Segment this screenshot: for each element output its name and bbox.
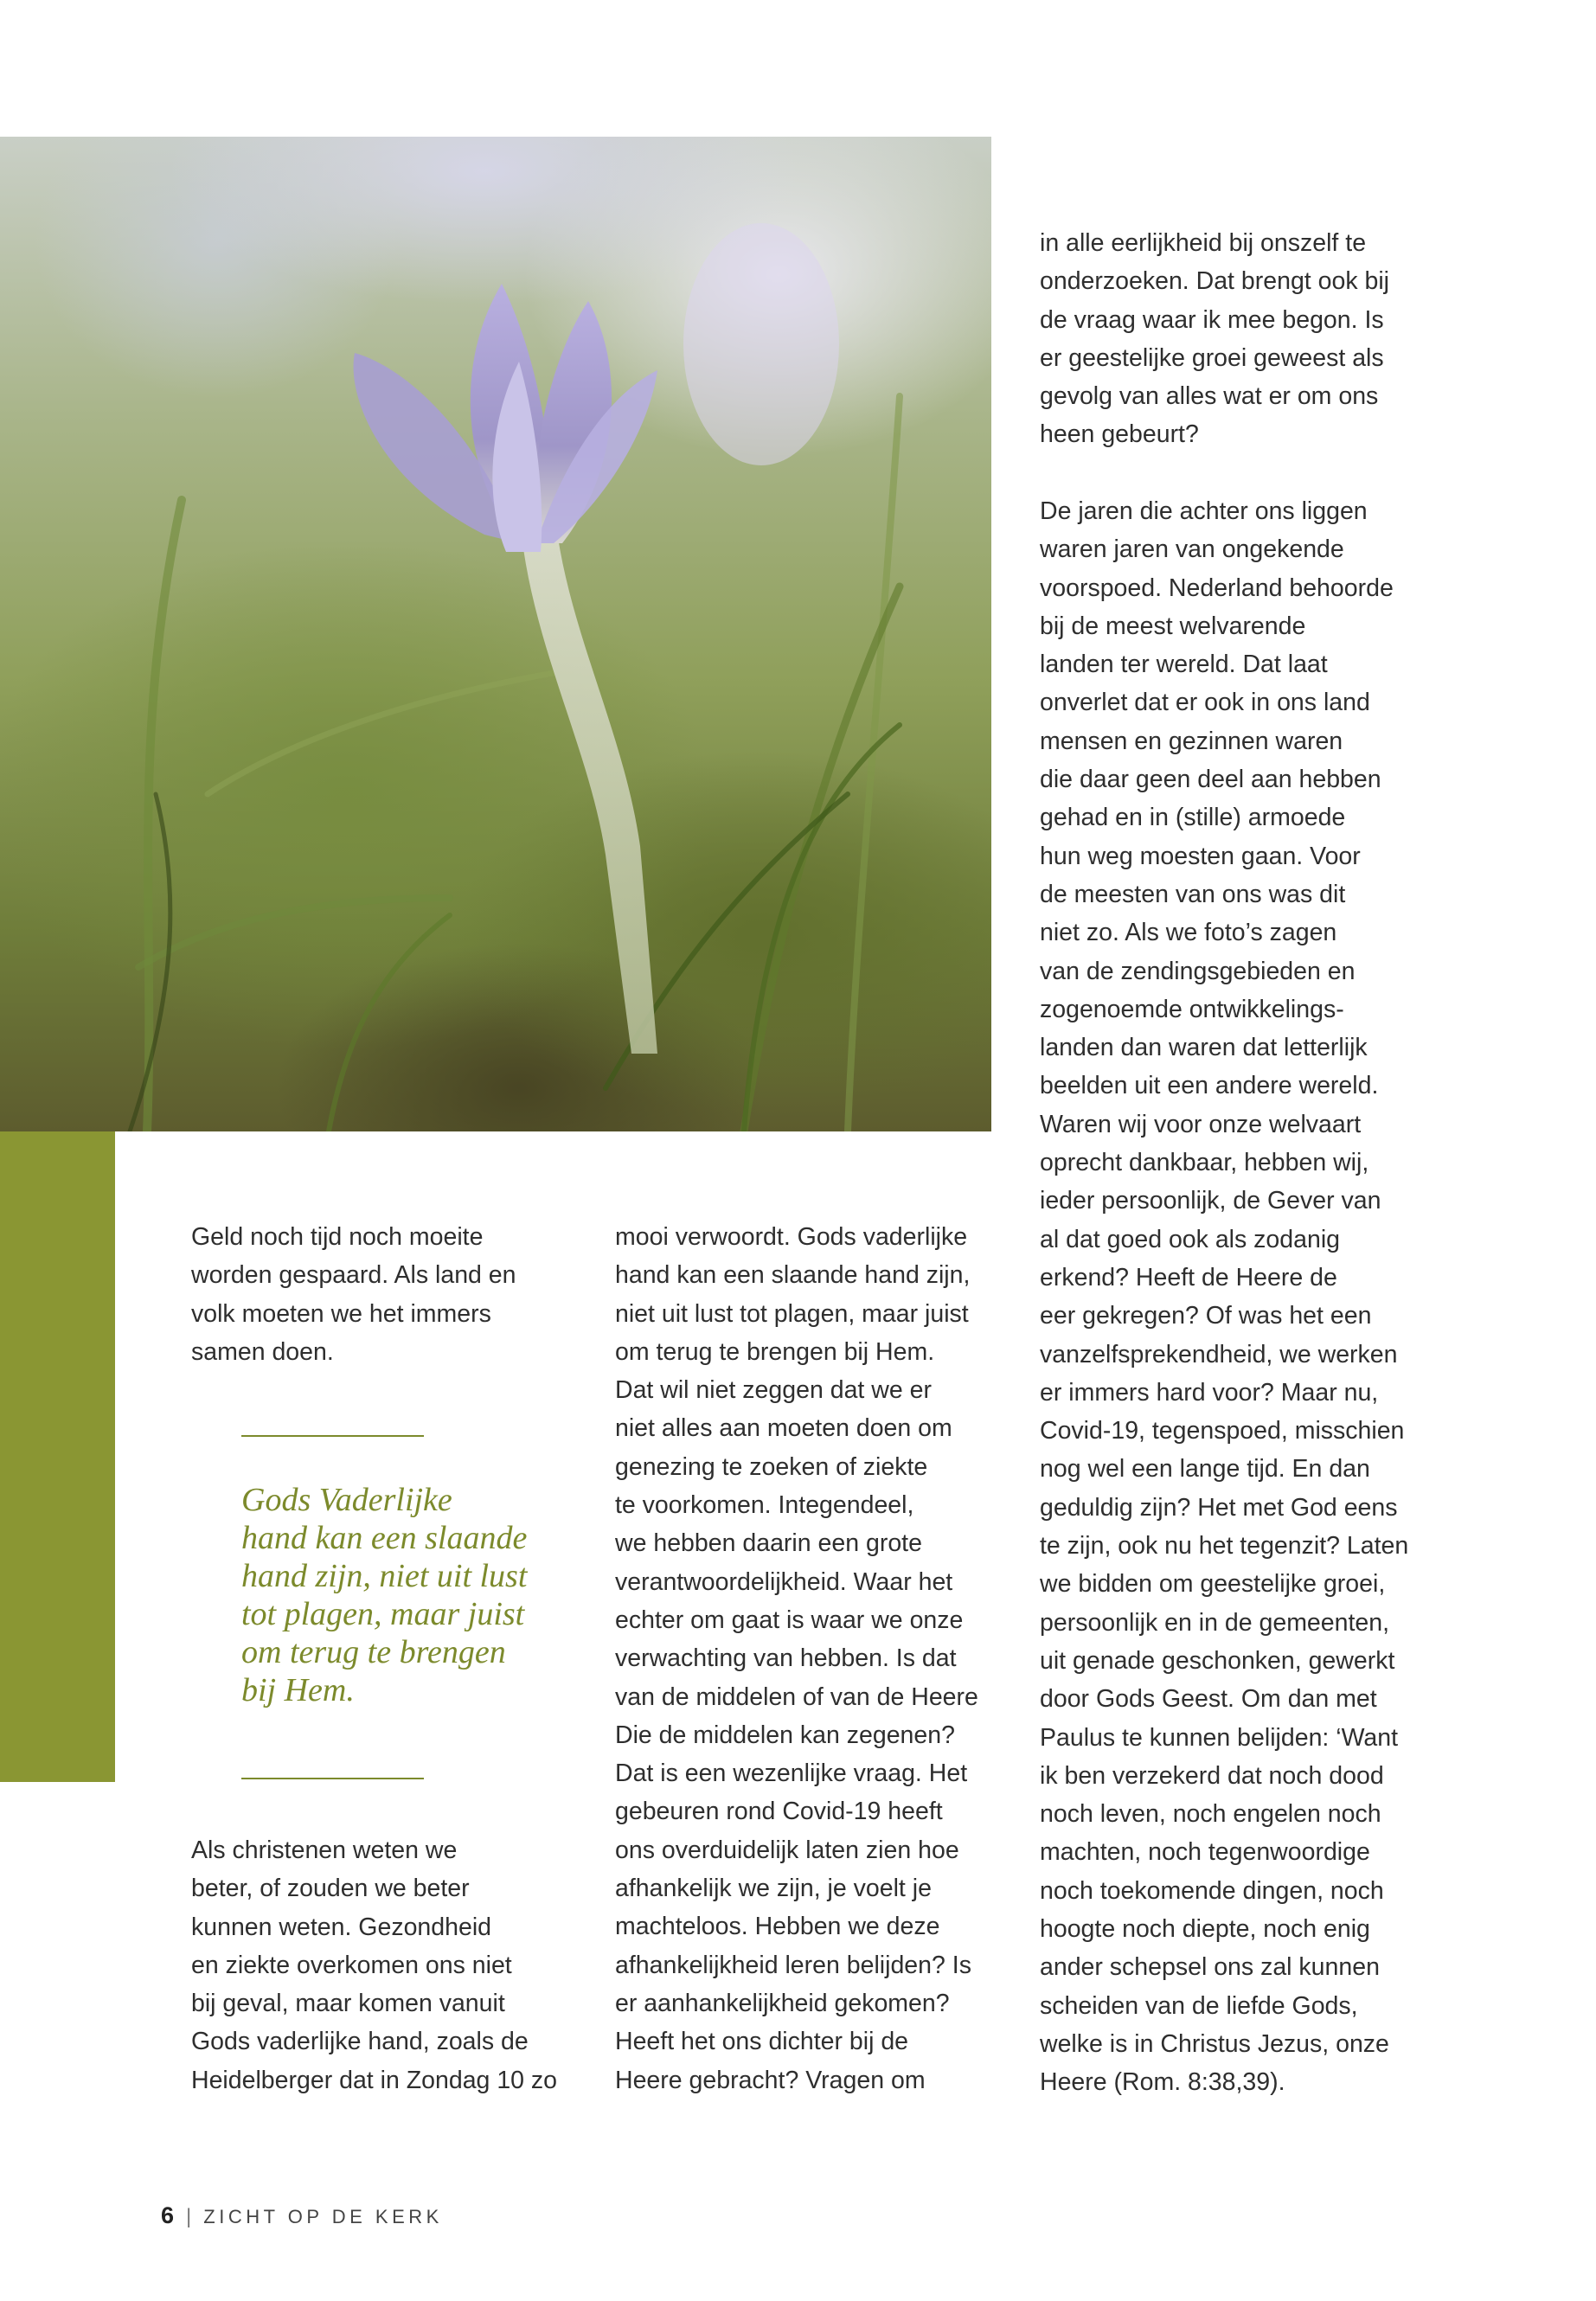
text-line: bij geval, maar komen vanuit [191, 1990, 505, 2018]
text-line: vanzelfsprekendheid, we werken [1040, 1340, 1398, 1368]
text-line: afhankelijkheid leren belijden? Is [615, 1951, 971, 1979]
text-line: er immers hard voor? Maar nu, [1040, 1378, 1379, 1407]
text-line: verantwoordelijkheid. Waar het [615, 1567, 953, 1596]
pullquote-line: tot plagen, maar juist [241, 1596, 525, 1632]
pullquote-line: Gods Vaderlijke [241, 1482, 452, 1518]
text-line: ander schepsel ons zal kunnen [1040, 1953, 1380, 1982]
text-line: Waren wij voor onze welvaart [1040, 1110, 1362, 1138]
text-line: erkend? Heeft de Heere de [1040, 1263, 1337, 1292]
text-line: bij de meest welvarende [1040, 612, 1306, 640]
pullquote-rule-top [241, 1435, 424, 1437]
text-line: Gods vaderlijke hand, zoals de [191, 2028, 529, 2056]
text-line: volk moeten we het immers [191, 1299, 491, 1328]
text-line: Heidelberger dat in Zondag 10 zo [191, 2066, 558, 2094]
text-line: hand kan een slaande hand zijn, [615, 1261, 971, 1290]
pullquote-line: hand zijn, niet uit lust [241, 1558, 528, 1594]
text-line: eer gekregen? Of was het een [1040, 1302, 1372, 1330]
text-line: te zijn, ook nu het tegenzit? Laten [1040, 1532, 1409, 1561]
text-line: Covid-19, tegenspoed, misschien [1040, 1417, 1405, 1445]
text-line: zogenoemde ontwikkelings- [1040, 995, 1344, 1023]
text-line: uit genade geschonken, gewerkt [1040, 1646, 1395, 1675]
text-line: onverlet dat er ook in ons land [1040, 689, 1370, 717]
text-line: verwachting van hebben. Is dat [615, 1644, 957, 1673]
text-line: afhankelijk we zijn, je voelt je [615, 1875, 932, 1903]
text-line: machten, noch tegenwoordige [1040, 1838, 1370, 1867]
text-line: hoogte noch diepte, noch enig [1040, 1914, 1370, 1943]
text-line: De jaren die achter ons liggen [1040, 497, 1368, 525]
text-line: geduldig zijn? Het met God eens [1040, 1493, 1398, 1522]
text-line: niet zo. Als we foto’s zagen [1040, 919, 1337, 947]
text-line: van de zendingsgebieden en [1040, 957, 1356, 985]
text-line: Dat is een wezenlijke vraag. Het [615, 1759, 968, 1788]
text-line: landen ter wereld. Dat laat [1040, 651, 1328, 679]
text-line: kunnen weten. Gezondheid [191, 1913, 492, 1941]
crocus-illustration [0, 137, 991, 1131]
text-line: in alle eerlijkheid bij onszelf te [1040, 229, 1367, 257]
text-line: ons overduidelijk laten zien hoe [615, 1836, 959, 1864]
text-line: we hebben daarin een grote [615, 1529, 922, 1558]
column-1-body [191, 1831, 580, 2099]
text-line: persoonlijk en in de gemeenten, [1040, 1608, 1390, 1637]
text-line: we bidden om geestelijke groei, [1040, 1570, 1386, 1599]
footer-separator: | [186, 2205, 192, 2228]
text-line: Heere gebracht? Vragen om [615, 2066, 926, 2094]
text-line: die daar geen deel aan hebben [1040, 766, 1381, 794]
text-line: genezing te zoeken of ziekte [615, 1452, 928, 1481]
text-line: beelden uit een andere wereld. [1040, 1072, 1379, 1100]
text-line: landen dan waren dat letterlijk [1040, 1034, 1368, 1062]
column-2 [615, 1218, 1004, 2099]
text-line: beter, of zouden we beter [191, 1875, 470, 1903]
text-line: machteloos. Hebben we deze [615, 1913, 940, 1941]
text-line: gebeuren rond Covid-19 heeft [615, 1798, 943, 1826]
pullquote-rule-bottom [241, 1778, 424, 1779]
text-line: om terug te brengen bij Hem. [615, 1337, 935, 1366]
text-line: de vraag waar ik mee begon. Is [1040, 305, 1384, 334]
text-line: voorspoed. Nederland behoorde [1040, 574, 1394, 602]
text-line: Als christenen weten we [191, 1836, 458, 1864]
magazine-title: ZICHT OP DE KERK [203, 2206, 443, 2227]
text-line: heen gebeurt? [1040, 420, 1199, 449]
text-line: al dat goed ook als zodanig [1040, 1225, 1341, 1253]
column-3-intro [1040, 224, 1438, 454]
text-line: Geld noch tijd noch moeite [191, 1223, 484, 1251]
text-line: nog wel een lange tijd. En dan [1040, 1455, 1370, 1484]
text-line: samen doen. [191, 1337, 334, 1366]
text-line: noch leven, noch engelen noch [1040, 1800, 1381, 1829]
text-line: noch toekomende dingen, noch [1040, 1876, 1384, 1905]
text-line: door Gods Geest. Om dan met [1040, 1685, 1377, 1714]
text-line: Heeft het ons dichter bij de [615, 2028, 909, 2056]
text-line: niet uit lust tot plagen, maar juist [615, 1299, 969, 1328]
crocus-photo [0, 137, 991, 1131]
text-line: oprecht dankbaar, hebben wij, [1040, 1149, 1369, 1177]
page-number: 6 [161, 2202, 175, 2228]
text-line: hun weg moesten gaan. Voor [1040, 842, 1361, 870]
text-line: Heere (Rom. 8:38,39). [1040, 2068, 1285, 2097]
text-line: er geestelijke groei geweest als [1040, 343, 1384, 372]
text-line: worden gespaard. Als land en [191, 1261, 516, 1290]
text-line: van de middelen of van de Heere [615, 1682, 978, 1711]
text-line: mooi verwoordt. Gods vaderlijke [615, 1223, 968, 1251]
text-line: de meesten van ons was dit [1040, 880, 1346, 908]
pullquote-line: hand kan een slaande [241, 1520, 528, 1556]
text-line: en ziekte overkomen ons niet [191, 1951, 512, 1979]
text-line: te voorkomen. Integendeel, [615, 1491, 914, 1520]
column-1-intro [191, 1218, 580, 1371]
text-line: ieder persoonlijk, de Gever van [1040, 1187, 1381, 1215]
text-line: scheiden van de liefde Gods, [1040, 1991, 1358, 2020]
text-line: welke is in Christus Jezus, onze [1040, 2029, 1389, 2058]
text-line: mensen en gezinnen waren [1040, 727, 1343, 755]
pullquote [241, 1481, 570, 1709]
text-line: er aanhankelijkheid gekomen? [615, 1989, 950, 2017]
text-line: Die de middelen kan zegenen? [615, 1721, 955, 1749]
text-line: gevolg van alles wat er om ons [1040, 382, 1379, 411]
page-footer [161, 2202, 443, 2229]
text-line: gehad en in (stille) armoede [1040, 804, 1346, 832]
text-line: ik ben verzekerd dat noch dood [1040, 1761, 1384, 1790]
text-line: Dat wil niet zeggen dat we er [615, 1376, 932, 1405]
text-line: echter om gaat is waar we onze [615, 1606, 964, 1634]
text-line: Paulus te kunnen belijden: ‘Want [1040, 1723, 1399, 1752]
text-line: waren jaren van ongekende [1040, 535, 1344, 564]
column-3-body [1040, 492, 1438, 2101]
text-line: onderzoeken. Dat brengt ook bij [1040, 267, 1390, 296]
text-line: niet alles aan moeten doen om [615, 1414, 952, 1443]
pullquote-line: bij Hem. [241, 1672, 355, 1708]
pullquote-line: om terug te brengen [241, 1634, 506, 1670]
